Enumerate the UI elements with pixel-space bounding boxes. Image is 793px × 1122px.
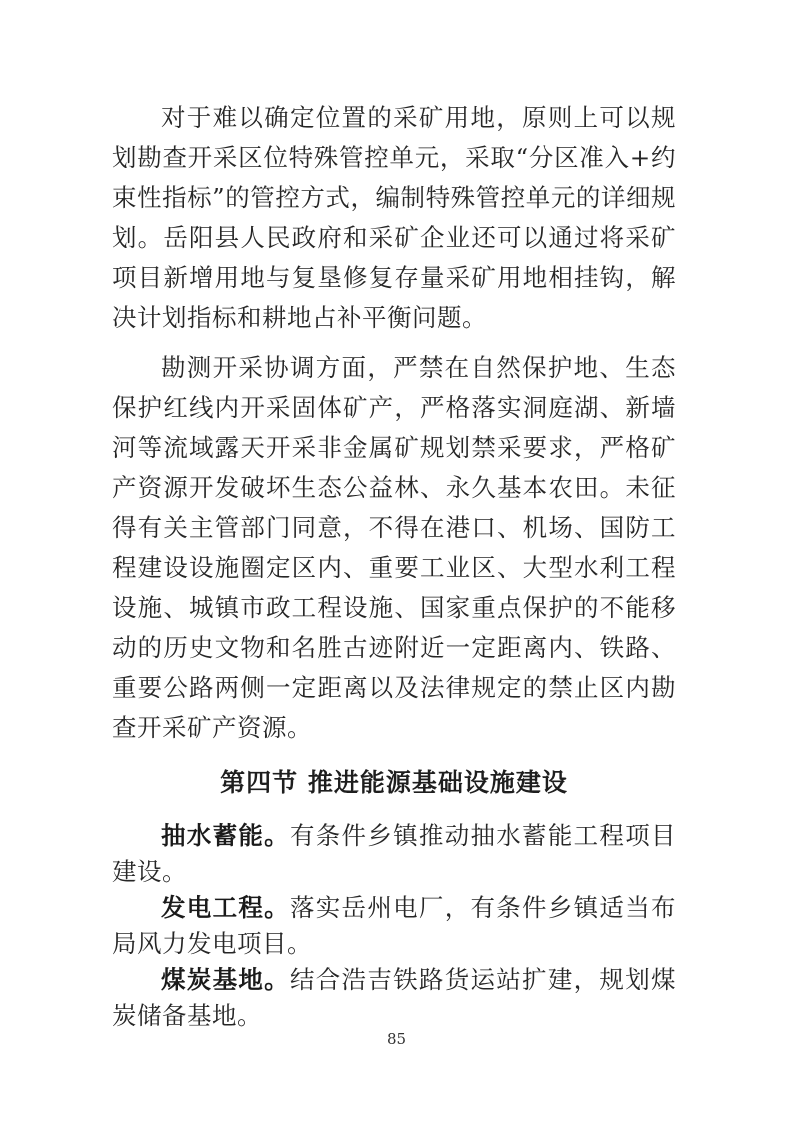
page-content [112, 98, 676, 1034]
item-pumped-storage-body: 有条件乡镇推动抽水蓄能工程项目建设。 [112, 821, 677, 886]
item-coal-base-body: 结合浩吉铁路货运站扩建，规划煤炭储备基地。 [112, 965, 677, 1030]
item-pumped-storage-lead: 抽水蓄能。 [161, 821, 290, 850]
item-power-generation-lead: 发电工程。 [161, 893, 290, 922]
item-power-generation [112, 890, 676, 962]
item-pumped-storage [112, 818, 676, 890]
item-coal-base-lead: 煤炭基地。 [161, 965, 290, 994]
paragraph-mining-land: 对于难以确定位置的采矿用地，原则上可以规划勘查开采区位特殊管控单元，采取“分区准入+约束性指标”的管控方式，编制特殊管控单元的详细规划。岳阳县人民政府和采矿企业还可以通过将采矿项目新增用地与复垦修复存量采矿用地相挂钩，解决计划指标和耕地占补平衡问题。 [112, 103, 676, 332]
item-coal-base [112, 962, 676, 1034]
section-heading: 第四节 推进能源基础设施建设 [220, 768, 568, 797]
page-number: 85 [386, 1030, 407, 1048]
paragraph-survey-mining-coordination: 勘测开采协调方面，严禁在自然保护地、生态保护红线内开采固体矿产，严格落实洞庭湖、新墙河等流域露天开采非金属矿规划禁采要求，严格矿产资源开发破坏生态公益林、永久基本农田。未征得有关主管部门同意，不得在港口、机场、国防工程建设设施圈定区内、重要工业区、大型水利工程设施、城镇市政工程设施、国家重点保护的不能移动的历史文物和名胜古迹附近一定距离内、铁路、重要公路两侧一定距离以及法律规定的禁止区内勘查开采矿产资源。 [112, 353, 676, 742]
item-power-generation-body: 落实岳州电厂，有条件乡镇适当布局风力发电项目。 [112, 893, 677, 958]
